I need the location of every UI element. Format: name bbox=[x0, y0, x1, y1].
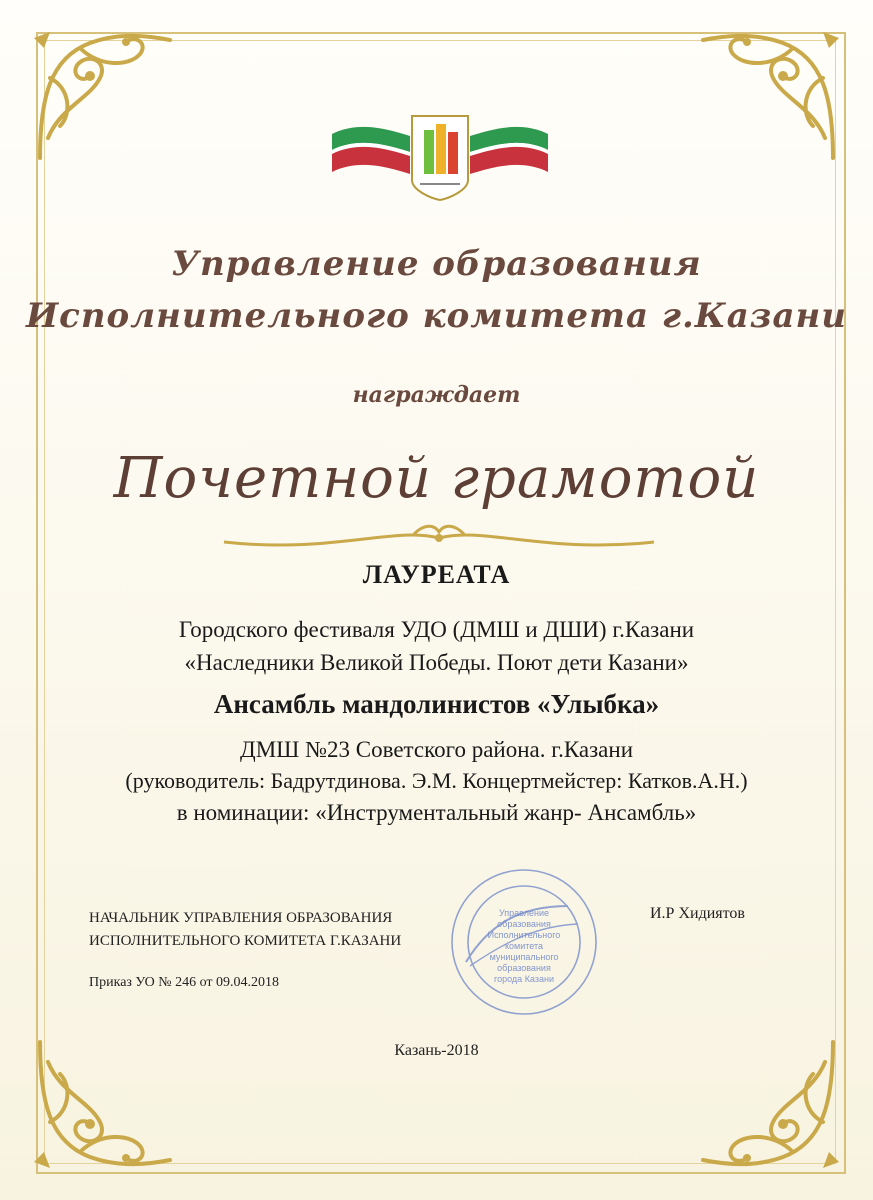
stamp-line-6: образования bbox=[497, 963, 551, 973]
leaders-line: (руководитель: Бадрутдинова. Э.М. Концертмейстер: Катков.А.Н.) bbox=[125, 768, 748, 793]
stamp-line-2: образования bbox=[497, 919, 551, 929]
inner-border bbox=[44, 40, 836, 1164]
school-name: ДМШ №23 Советского района. г.Казани bbox=[240, 737, 633, 762]
corner-ornament-top-left bbox=[20, 18, 180, 168]
stamp-line-3: Исполнительного bbox=[487, 930, 561, 940]
awards-verb: награждает bbox=[352, 382, 521, 408]
festival-name: «Наследники Великой Победы. Поют дети Казани» bbox=[184, 650, 689, 675]
organization-line-1: Управление образования bbox=[171, 244, 702, 284]
stamp-line-1: Управление bbox=[498, 908, 550, 918]
order-reference: Приказ УО № 246 от 09.04.2018 bbox=[89, 975, 280, 990]
stamp-line-7: города Казани bbox=[494, 974, 554, 984]
city-year: Казань-2018 bbox=[394, 1042, 479, 1059]
corner-ornament-top-right bbox=[693, 18, 853, 168]
stamp-line-4: комитета bbox=[504, 941, 544, 951]
tatarstan-flag-emblem bbox=[330, 112, 550, 202]
stamp-line-5: муниципального bbox=[489, 952, 559, 962]
signer-name: И.Р Хидиятов bbox=[650, 905, 745, 922]
ensemble-name: Ансамбль мандолинистов «Улыбка» bbox=[213, 689, 660, 719]
signer-position-line-2: ИСПОЛНИТЕЛЬНОГО КОМИТЕТА Г.КАЗАНИ bbox=[89, 933, 402, 949]
nomination-line: в номинации: «Инструментальный жанр- Ансамбль» bbox=[176, 800, 697, 825]
organization-line-2: Исполнительного комитета г.Казани bbox=[26, 296, 847, 336]
official-stamp bbox=[448, 866, 600, 1018]
signer-position-line-1: НАЧАЛЬНИК УПРАВЛЕНИЯ ОБРАЗОВАНИЯ bbox=[89, 910, 393, 926]
laureate-heading: ЛАУРЕАТА bbox=[362, 560, 511, 589]
certificate-title: Почетной грамотой bbox=[113, 446, 760, 511]
festival-line: Городского фестиваля УДО (ДМШ и ДШИ) г.Казани bbox=[178, 617, 695, 642]
title-flourish bbox=[214, 520, 664, 554]
